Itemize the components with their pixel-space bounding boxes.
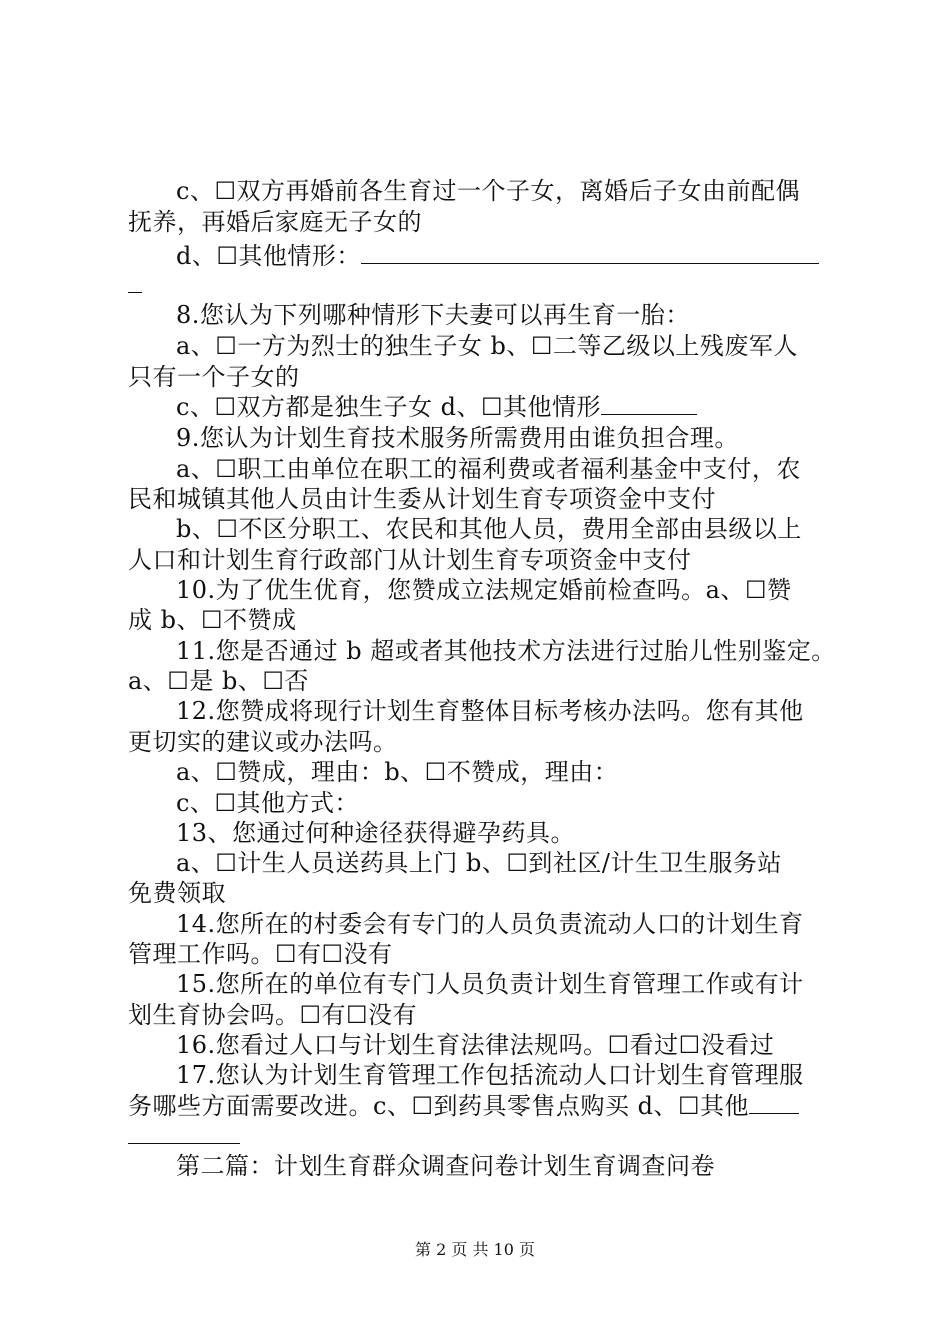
text-line xyxy=(176,241,819,271)
question-15: 15.您所在的单位有专门人员负责计划生育管理工作或有计 xyxy=(176,970,804,998)
text-segment: c、☐双方都是独生子女 d、☐其他情形 xyxy=(176,393,601,421)
question-8: 8.您认为下列哪种情形下夫妻可以再生育一胎： xyxy=(176,301,690,329)
question-11: 11.您是否通过 b 超或者其他技术方法进行过胎儿性别鉴定。 xyxy=(176,637,836,665)
section-heading: 第二篇：计划生育群众调查问卷计划生育调查问卷 xyxy=(176,1152,715,1180)
text-line: c、☐双方再婚前各生育过一个子女，离婚后子女由前配偶 xyxy=(176,177,800,205)
fill-in-blank xyxy=(128,1123,240,1144)
page-footer: 第 2 页 共 10 页 xyxy=(415,1240,535,1259)
question-9: 9.您认为计划生育技术服务所需费用由谁负担合理。 xyxy=(176,424,739,452)
question-17: 17.您认为计划生育管理工作包括流动人口计划生育管理服 xyxy=(176,1061,804,1089)
text-line: 免费领取 xyxy=(128,879,226,907)
text-line: 人口和计划生育行政部门从计划生育专项资金中支付 xyxy=(128,546,692,574)
fill-in-blank xyxy=(361,243,819,264)
text-line: 民和城镇其他人员由计生委从计划生育专项资金中支付 xyxy=(128,485,716,513)
text-line xyxy=(128,1091,799,1121)
fill-in-blank-continuation xyxy=(128,1121,240,1151)
text-line: a、☐计生人员送药具上门 b、☐到社区/计生卫生服务站 xyxy=(176,849,782,877)
text-line: 抚养，再婚后家庭无子女的 xyxy=(128,208,422,236)
text-line: c、☐其他方式： xyxy=(176,789,359,817)
text-line: a、☐是 b、☐否 xyxy=(128,667,309,695)
text-line: a、☐赞成，理由：b、☐不赞成，理由： xyxy=(176,758,619,786)
question-16: 16.您看过人口与计划生育法律法规吗。☐看过☐没看过 xyxy=(176,1031,775,1059)
text-line: 只有一个子女的 xyxy=(128,363,300,391)
question-12: 12.您赞成将现行计划生育整体目标考核办法吗。您有其他 xyxy=(176,697,804,725)
text-line xyxy=(176,392,697,422)
fill-in-blank xyxy=(128,272,142,293)
fill-in-blank xyxy=(749,1093,799,1114)
question-14: 14.您所在的村委会有专门的人员负责流动人口的计划生育 xyxy=(176,910,804,938)
fill-in-blank xyxy=(601,394,697,415)
text-segment: d、☐其他情形： xyxy=(176,242,361,270)
text-line: 成 b、☐不赞成 xyxy=(128,606,297,634)
text-segment: 务哪些方面需要改进。c、☐到药具零售点购买 d、☐其他 xyxy=(128,1092,749,1120)
fill-in-blank-continuation xyxy=(128,270,142,300)
text-line: 划生育协会吗。☐有☐没有 xyxy=(128,1001,418,1029)
text-line: 管理工作吗。☐有☐没有 xyxy=(128,940,393,968)
text-line: 更切实的建议或办法吗。 xyxy=(128,728,398,756)
text-line: a、☐一方为烈士的独生子女 b、☐二等乙级以上残废军人 xyxy=(176,332,798,360)
text-line: b、☐不区分职工、农民和其他人员，费用全部由县级以上 xyxy=(176,515,802,543)
question-10: 10.为了优生优育，您赞成立法规定婚前检查吗。a、☐赞 xyxy=(176,576,792,604)
text-line: a、☐职工由单位在职工的福利费或者福利基金中支付，农 xyxy=(176,455,801,483)
question-13: 13、您通过何种途径获得避孕药具。 xyxy=(176,819,576,847)
